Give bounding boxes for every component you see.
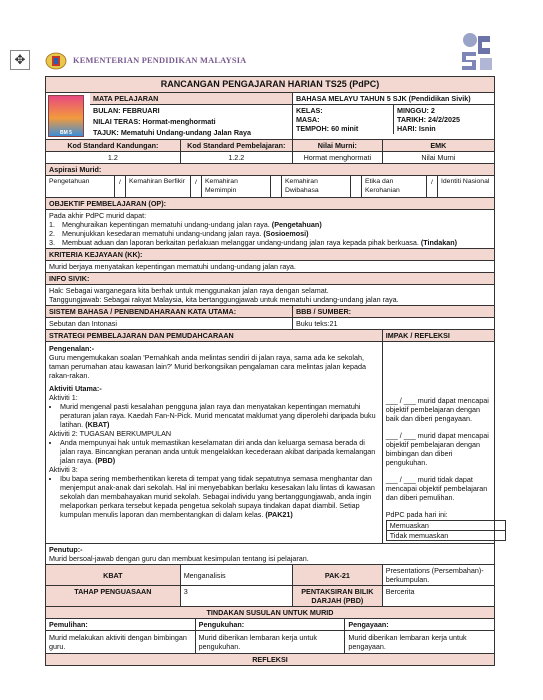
nilai-teras: NILAI TERAS: Hormat-menghormati [93, 117, 216, 127]
objektif-content [46, 210, 495, 249]
page-title: RANCANGAN PENGAJARAN HARIAN TS25 (PdPC) [46, 77, 495, 93]
sivik-content [46, 285, 495, 306]
textbook-cover-image: BM 5 [48, 95, 84, 137]
impak-pengukuhan: ___ / ___ murid dapat mencapai objektif pembelajaran dengan bimbingan dan diberi pengukuhan. [385, 431, 489, 468]
aktiviti-1-item: • Murid mengenal pasti kesalahan pengguna jalan raya dan menyatakan kepentingan mematuhi peraturan jalan raya. Kaedah Fan-N-Pick. Murid mencatat maklumat yang diperolehi daripada buku latihan. (KBAT) [60, 402, 379, 429]
aspirasi-item: Kemahiran Dwibahasa [285, 178, 319, 194]
pemulihan-label: Pemulihan: [46, 619, 196, 630]
aspirasi-tick: / [114, 176, 126, 197]
info-left [46, 93, 293, 140]
school-logo [456, 30, 496, 74]
pak-label: PAK-21 [292, 565, 382, 586]
pdpc-label: PdPC pada hari ini: [385, 510, 448, 520]
ministry-name: KEMENTERIAN PENDIDIKAN MALAYSIA [73, 56, 247, 65]
aspirasi-tick [350, 176, 362, 197]
std-kandungan-label: Kod Standard Kandungan: [46, 140, 181, 152]
pengukuhan-value: Murid diberikan lembaran kerja untuk pengukuhan. [196, 631, 346, 653]
kriteria-text: Murid berjaya menyatakan kepentingan mematuhi undang-undang jalan raya. [46, 261, 495, 273]
minggu: MINGGU: 2 [396, 106, 435, 116]
objektif-item: 3. Membuat aduan dan laporan berkaitan perlakuan melanggar undang-undang jalan raya kepada pihak berkuasa. (Tindakan) [49, 238, 458, 248]
aspirasi-tick [270, 176, 282, 197]
pbd-label: PENTAKSIRAN BILIK DARJAH (PBD) [292, 586, 382, 607]
lesson-table [45, 76, 495, 666]
kbat-value: Menganalisis [180, 565, 292, 586]
aspirasi-label: Aspirasi Murid: [46, 164, 495, 176]
aktiviti-1-label: Aktiviti 1: [49, 393, 78, 403]
kriteria-label: KRITERIA KEJAYAAN (KK): [46, 249, 495, 261]
aspirasi-item: Identiti Nasional [441, 178, 490, 186]
sivik-tanggungjawab: Tanggungjawab: Sebagai rakyat Malaysia, kita bertanggungjawab untuk mematuhi undang-undang jalan raya. [49, 295, 399, 305]
aspirasi-row [46, 176, 495, 198]
aktiviti-2-label: Aktiviti 2: TUGASAN BERKUMPULAN [49, 429, 172, 439]
kelas: KELAS: [295, 106, 323, 116]
aktiviti-3-item: • Ibu bapa sering memberhentikan kereta di tempat yang tidak sepatutnya semasa menghantar dan menjemput anak-anak dari sekolah. Hal ini menyebabkan berlaku kesesakan lalu lintas di kawasan sekolah dan membahayakan murid sekolah. Sebagai individu yang bertanggungjawab, anda ingin melaporkan perkara tersebut kepada pengetua sekolah supaya tindakan dapat diambil. Setiap kumpulan menulis laporan dan membentangkan di dalam kelas. (PAK21) [60, 474, 379, 519]
impak-pengayaan: ___ / ___ murid dapat mencapai objektif pembelajaran dengan baik dan diberi pengayaan. [385, 396, 489, 424]
emk-label: EMK [382, 140, 494, 152]
pdpc-options [386, 520, 506, 541]
pbd-value: Bercerita [382, 586, 494, 607]
objektif-item: 2. Menunjukkan kesedaran mematuhi undang-undang jalan raya. (Sosioemosi) [49, 229, 309, 239]
objektif-item: 1. Menghuraikan kepentingan mematuhi undang-undang jalan raya. (Pengetahuan) [49, 220, 322, 230]
pengayaan-value: Murid diberikan lembaran kerja untuk pengayaan. [348, 633, 467, 652]
aspirasi-item: Kemahiran Memimpin [205, 178, 238, 194]
page-header [0, 0, 543, 76]
impak-pemulihan: ___ / ___ murid tidak dapat mencapai objektif pembelajaran dan diberi pemulihan. [385, 475, 488, 503]
subject-label: MATA PELAJARAN [90, 93, 292, 105]
pengukuhan-label: Pengukuhan: [196, 619, 346, 630]
sivik-hak: Hak: Sebagai warganegara kita berhak untuk menggunakan jalan raya dengan selamat. [49, 286, 329, 296]
aspirasi-item: Kemahiran Berfikir [129, 178, 185, 186]
impak-content [382, 342, 494, 544]
susulan-content [46, 619, 495, 654]
lesson-plan [45, 76, 495, 666]
std-pembelajaran-label: Kod Standard Pembelajaran: [180, 140, 292, 152]
tarikh: TARIKH: 24/2/2025 [396, 115, 460, 125]
sistem-value: Sebutan dan Intonasi [46, 318, 293, 330]
tp-label: TAHAP PENGUASAAN [46, 586, 181, 607]
pdpc-option-tidak-memuaskan[interactable]: Tidak memuaskan [386, 531, 505, 541]
pengayaan-label: Pengayaan: [348, 620, 389, 630]
aspirasi-tick: / [190, 176, 202, 197]
std-kandungan-value: 1.2 [46, 152, 181, 164]
susulan-label: TINDAKAN SUSULAN UNTUK MURID [46, 607, 495, 619]
pak-value: Presentations (Persembahan)-berkumpulan. [382, 565, 494, 586]
tempoh: TEMPOH: 60 minit [295, 124, 359, 134]
strategi-label: STRATEGI PEMBELAJARAN DAN PEMUDAHCARAAN [46, 330, 383, 342]
aktiviti-3-label: Aktiviti 3: [49, 465, 78, 475]
tp-value: 3 [180, 586, 292, 607]
std-pembelajaran-value: 1.2.2 [180, 152, 292, 164]
move-handle-icon[interactable]: ✥ [10, 50, 30, 70]
aspirasi-item: Etika dan Kerohanian [365, 178, 400, 194]
pengenalan-label: Pengenalan:- [49, 344, 95, 354]
bulan: BULAN: FEBRUARI [93, 106, 160, 116]
aktiviti-utama-label: Aktiviti Utama:- [49, 384, 102, 394]
hari: HARI: Isnin [396, 124, 436, 134]
subject-value: BAHASA MELAYU TAHUN 5 SJK (Pendidikan Sivik) [293, 93, 494, 105]
emk-value: Nilai Murni [382, 152, 494, 164]
pengenalan-text: Guru mengemukakan soalan 'Pernahkah anda melintas sendiri di jalan raya, sama ada ke sekolah, taman perumahan atau kawasan lain?' Murid berkongsikan pengalaman cara melintas jalan kepada rakan-rakan. [49, 353, 367, 381]
pemulihan-value: Murid melakukan aktiviti dengan bimbingan guru. [46, 631, 196, 653]
sistem-label: SISTEM BAHASA / PENBENDAHARAAN KATA UTAMA: [46, 306, 293, 318]
sivik-label: INFO SIVIK: [46, 273, 495, 285]
impak-label: IMPAK / REFLEKSI [382, 330, 494, 342]
masa: MASA: [295, 115, 320, 125]
aspirasi-tick: / [426, 176, 438, 197]
kbat-label: KBAT [46, 565, 181, 586]
nilai-murni-label: Nilai Murni: [292, 140, 382, 152]
penutup-content [46, 544, 495, 565]
tajuk: TAJUK: Mematuhi Undang-undang Jalan Raya [93, 128, 252, 138]
aktiviti-2-item: • Anda mempunyai hak untuk memastikan keselamatan diri anda dan keluarga semasa berada di jalan raya. Bincangkan peranan anda untuk mengelakkan kecederaan akibat daripada kemalangan jalan raya. (PBD) [60, 438, 379, 465]
strategi-content [46, 342, 383, 544]
penutup-text: Murid bersoal-jawab dengan guru dan membuat kesimpulan tentang isi pelajaran. [49, 554, 309, 564]
bbb-value: Buku teks:21 [292, 318, 494, 330]
nilai-murni-value: Hormat menghormati [292, 152, 382, 164]
objektif-label: OBJEKTIF PEMBELAJARAN (OP): [46, 198, 495, 210]
objektif-intro: Pada akhir PdPC murid dapat: [49, 211, 147, 221]
info-right [292, 93, 494, 140]
pdpc-option-memuaskan[interactable]: Memuaskan [386, 521, 505, 531]
bbb-label: BBB / SUMBER: [292, 306, 494, 318]
penutup-label: Penutup:- [49, 545, 83, 555]
jata-negara-logo [45, 52, 67, 70]
aspirasi-item: Pengetahuan [49, 178, 90, 186]
refleksi-label: REFLEKSI [46, 654, 495, 666]
